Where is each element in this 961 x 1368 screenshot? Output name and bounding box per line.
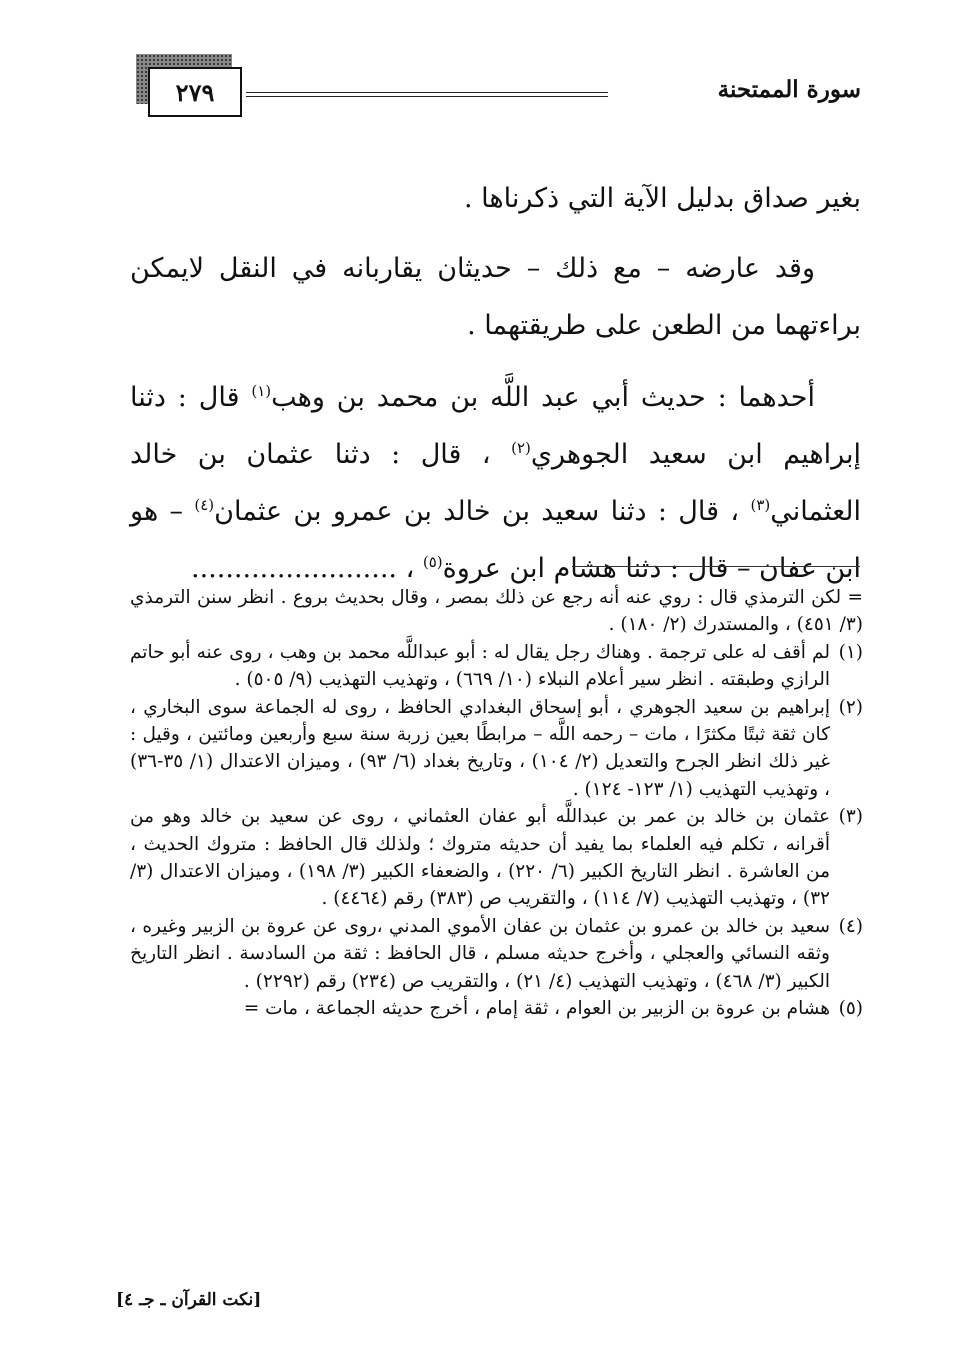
footnote-text: إبراهيم بن سعيد الجوهري ، أبو إسحاق البغدادي الحافظ ، روى له الجماعة سوى البخاري ، كان ثقة ثبتًا مكثرًا ، مات – رحمه اللَّه – مرابطًا بعين زربة سنة سبع وأربعين ومائتين ، وقيل : غير ذلك انظر الجرح والتعديل (٢/ ١٠٤) ، وتاريخ بغداد (٦/ ٩٣) ، وميزان الاعتدال (١/ ٣٥-٣٦) ، وتهذيب التهذيب (١/ ١٢٣- ١٢٤) . bbox=[130, 696, 830, 800]
header-rule bbox=[246, 92, 608, 97]
text-segment: ، قال : دثنا سعيد بن خالد بن عمرو بن عثمان bbox=[214, 496, 751, 527]
volume-signature: [نكت القرآن ـ جـ ٤] bbox=[116, 1290, 262, 1310]
footnote-number: (٤) bbox=[838, 915, 863, 937]
surah-title: سورة الممتحنة bbox=[717, 76, 861, 103]
footnote-ref-4[interactable]: (٤) bbox=[194, 496, 215, 514]
footnote-continuation: = لكن الترمذي قال : روي عنه أنه رجع عن ذلك بمصر ، وقال بحديث بروع . انظر سنن الترمذي (٣/ ٤٥١) ، والمستدرك (٢/ ١٨٠) . bbox=[130, 587, 863, 636]
footnote-number: (٥) bbox=[838, 998, 863, 1020]
footnote-2 bbox=[130, 694, 863, 804]
footnote-separator bbox=[572, 566, 860, 567]
text-segment: قال : دثنا إبراهيم ابن سعيد الجوهري bbox=[130, 382, 861, 470]
footnote-5 bbox=[130, 995, 863, 1022]
footnote-4 bbox=[130, 913, 863, 995]
paragraph-3 bbox=[130, 369, 861, 597]
text-segment: أحدهما : حديث أبي عبد اللَّه بن محمد بن وهب bbox=[271, 382, 815, 413]
footnote-text: سعيد بن خالد بن عمرو بن عثمان بن عفان الأموي المدني ،روى عن عروة بن الزبير وغيره ، وثقه النسائي والعجلي ، وأخرج حديثه مسلم ، قال الحافظ : ثقة من السادسة . انظر التاريخ الكبير (٣/ ٤٦٨) ، وتهذيب التهذيب (٤/ ٢١) ، والتقريب ص (٢٣٤) رقم (٢٢٩٢) . bbox=[130, 915, 830, 992]
paragraph-1: بغير صداق بدليل الآية التي ذكرناها . bbox=[464, 183, 861, 214]
footnote-number: (٢) bbox=[838, 696, 863, 718]
footnote-1 bbox=[130, 639, 863, 694]
paragraph-2: وقد عارضه – مع ذلك – حديثان يقاربانه في النقل لايمكن براءتهما من الطعن على طريقتهما . bbox=[130, 253, 861, 341]
page-number: ٢٧٩ bbox=[148, 67, 242, 117]
text-segment: ، ........................ bbox=[191, 553, 423, 584]
footnote-ref-2[interactable]: (٢) bbox=[511, 439, 531, 457]
footnote-text: لم أقف له على ترجمة . وهناك رجل يقال له : أبو عبداللَّه محمد بن وهب ، روى عنه أبو حاتم الرازي وطبقته . انظر سير أعلام النبلاء (١٠/ ٦٦٩) ، وتهذيب التهذيب (٩/ ٥٠٥) . bbox=[130, 641, 830, 691]
footnote-ref-5[interactable]: (٥) bbox=[422, 553, 443, 571]
footnotes bbox=[130, 584, 863, 1023]
footnote-text: عثمان بن خالد بن عمر بن عبداللَّه أبو عفان العثماني ، روى عن سعيد بن خالد وهو من أقرانه ، تكلم فيه العلماء بما يفيد أن حديثه متروك ؛ ولذلك قال الحافظ : متروك الحديث ، من العاشرة . انظر التاريخ الكبير (٦/ ٢٢٠) ، والضعفاء الكبير (٣/ ١٩٨) ، وميزان الاعتدال (٣/ ٣٢) ، وتهذيب التهذيب (٧/ ١١٤) ، والتقريب ص (٣٨٣) رقم (٤٤٦٤) . bbox=[130, 806, 830, 910]
text-segment: – هو ابن عفان – قال : دثنا هشام ابن عروة bbox=[130, 496, 861, 584]
footnote-ref-3[interactable]: (٣) bbox=[750, 496, 771, 514]
footnote-3 bbox=[130, 803, 863, 913]
footnote-number: (١) bbox=[838, 641, 863, 663]
footnote-text: هشام بن عروة بن الزبير بن العوام ، ثقة إمام ، أخرج حديثه الجماعة ، مات = bbox=[243, 998, 830, 1020]
footnote-number: (٣) bbox=[838, 806, 863, 828]
main-text bbox=[130, 170, 861, 597]
footnote-ref-1[interactable]: (١) bbox=[251, 382, 272, 400]
text-segment: ، قال : دثنا عثمان بن خالد العثماني bbox=[130, 439, 861, 527]
